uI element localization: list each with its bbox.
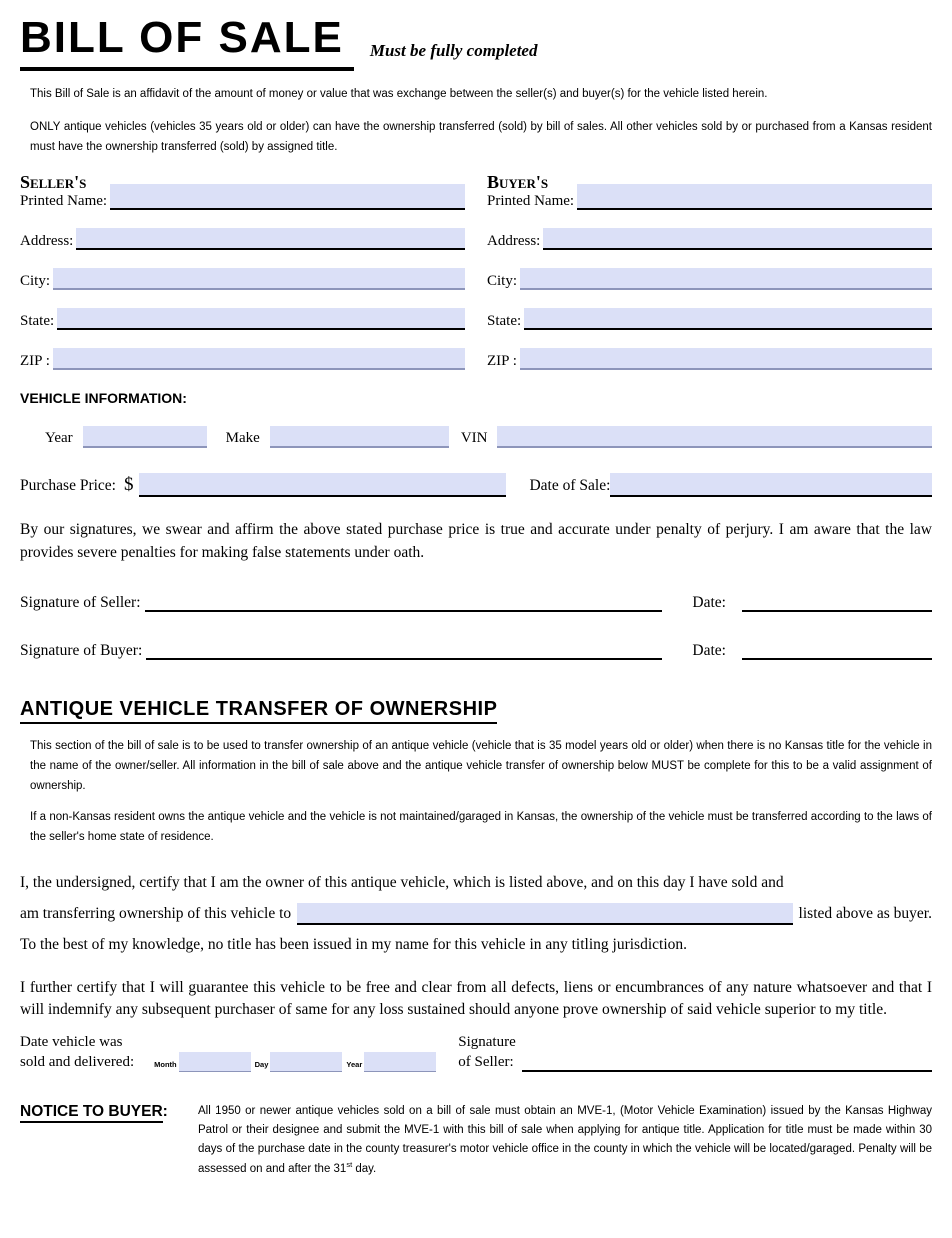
seller-address-label: Address: — [20, 233, 74, 250]
seller-name-label — [20, 173, 110, 210]
seller-printed-name-label: Printed Name: — [20, 193, 108, 210]
header — [20, 14, 932, 71]
seller-address-field[interactable] — [76, 228, 465, 250]
seller-zip-label: ZIP : — [20, 353, 50, 370]
affirmation-paragraph: By our signatures, we swear and affirm the above stated purchase price is true and accurate under penalty of perjury. I am aware that the law provides severe penalties for making false statements under oath. — [20, 521, 932, 561]
certify-line-2 — [20, 903, 932, 925]
buyer-sign-date-line — [742, 642, 932, 660]
day-field[interactable] — [270, 1052, 342, 1072]
seller-state-field[interactable] — [57, 308, 465, 330]
buyer-printed-name-field[interactable] — [577, 184, 932, 210]
buyer-printed-name-label: Printed Name: — [487, 193, 575, 210]
vin-label: VIN — [460, 430, 488, 447]
notice-colon: : — [162, 1103, 168, 1121]
buyer-address-field[interactable] — [543, 228, 932, 250]
notice-text: All 1950 or newer antique vehicles sold on a bill of sale must obtain an MVE-1, (Motor Vehicle Examination) issued by the Kansas Highway Patrol or their designee and submit the MVE-1 with this bill of sale when applying for antique title. Application for title must be made within 30 days of the purchase date in the county treasurer's motor vehicle office in the county in which the vehicle will be located/garaged. Penalty will be assessed on and after the 31st day. — [198, 1105, 932, 1176]
make-label: Make — [225, 430, 260, 447]
buyer-city-field[interactable] — [520, 268, 932, 290]
date-of-sale-field[interactable] — [610, 473, 932, 497]
seller-city-row — [20, 268, 465, 290]
seller-sign-date-label: Date: — [692, 594, 726, 612]
certify-line-3: To the best of my knowledge, no title has been issued in my name for this vehicle in any titling jurisdiction. — [20, 935, 688, 953]
buyer-city-label: City: — [487, 273, 518, 290]
make-field[interactable] — [270, 426, 449, 448]
certify-line-2-before: am transferring ownership of this vehicle to — [20, 904, 292, 922]
buyer-address-label: Address: — [487, 233, 541, 250]
parties-section — [20, 173, 932, 370]
buyer-column — [487, 173, 932, 370]
buyer-city-row — [487, 268, 932, 290]
seller-signature-line — [145, 594, 663, 612]
transfer-paragraph-1: This section of the bill of sale is to be used to transfer ownership of an antique vehicle (vehicle that is 35 model years old or older) when there is no Kansas title for the vehicle in the name of the owner/seller. All information in the bill of sale above and the antique vehicle transfer of ownership below MUST be complete for this to be a valid assignment of ownership. — [30, 740, 932, 792]
buyer-name-label — [487, 173, 577, 210]
transferee-name-field[interactable] — [297, 903, 792, 925]
seller-role-label: Seller's — [20, 172, 87, 193]
vin-field[interactable] — [497, 426, 932, 448]
month-field[interactable] — [179, 1052, 251, 1072]
transfer-paragraph-2: If a non-Kansas resident owns the antique vehicle and the vehicle is not maintained/garaged in Kansas, the ownership of the vehicle must be transferred according to the laws of the seller's home state of residence. — [30, 811, 932, 844]
notice-superscript: st — [346, 1160, 353, 1170]
seller-sign-date-line — [742, 594, 932, 612]
seller-zip-row — [20, 348, 465, 370]
day-label: Day — [254, 1060, 269, 1070]
buyer-zip-label: ZIP : — [487, 353, 517, 370]
date-sold-label: Date vehicle was sold and delivered: — [20, 1033, 135, 1071]
seller-signature-label: Signature of Seller: — [20, 594, 141, 612]
seller-state-row — [20, 308, 465, 330]
certify-line-1: I, the undersigned, certify that I am the owner of this antique vehicle, which is listed above, and on this day I have sold and — [20, 873, 784, 891]
intro-paragraph-1: This Bill of Sale is an affidavit of the amount of money or value that was exchange between the seller(s) and buyer(s) for the vehicle listed herein. — [30, 88, 768, 100]
certify-block — [20, 872, 932, 955]
buyer-zip-field[interactable] — [520, 348, 932, 370]
notice-section — [20, 1102, 932, 1179]
buyer-address-row — [487, 228, 932, 250]
transfer-section-heading: ANTIQUE VEHICLE TRANSFER OF OWNERSHIP — [20, 698, 932, 721]
seller-zip-field[interactable] — [53, 348, 465, 370]
buyer-zip-row — [487, 348, 932, 370]
buyer-state-row — [487, 308, 932, 330]
buyer-signature-label: Signature of Buyer: — [20, 642, 143, 660]
seller-state-label: State: — [20, 313, 55, 330]
seller-column — [20, 173, 465, 370]
date-sold-row — [20, 1032, 932, 1073]
month-label: Month — [154, 1060, 177, 1070]
year-sold-label: Year — [346, 1060, 363, 1070]
dollar-sign: $ — [123, 474, 134, 496]
page-subtitle: Must be fully completed — [369, 41, 538, 60]
buyer-role-label: Buyer's — [487, 172, 549, 193]
year-sold-field[interactable] — [364, 1052, 436, 1072]
certify-line-2-after: listed above as buyer. — [798, 904, 932, 922]
purchase-price-label: Purchase Price: — [20, 477, 116, 495]
intro-paragraph-2: ONLY antique vehicles (vehicles 35 years old or older) can have the ownership transferred (sold) by bill of sales. All other vehicles sold by or purchased from a Kansas resident must have the ownership transferred (sold) by assigned title. — [30, 120, 932, 153]
seller-name-row — [20, 173, 465, 210]
buyer-signature-line — [146, 642, 662, 660]
buyer-sign-date-label: Date: — [692, 642, 726, 660]
buyer-signature-row — [20, 642, 932, 660]
purchase-price-field[interactable] — [139, 473, 506, 497]
seller-city-label: City: — [20, 273, 51, 290]
seller-signature-row — [20, 594, 932, 612]
notice-heading: NOTICE TO BUYER: — [20, 1102, 198, 1179]
antique-seller-signature-line — [522, 1052, 932, 1072]
seller-address-row — [20, 228, 465, 250]
vehicle-information-heading: VEHICLE INFORMATION: — [20, 390, 187, 407]
buyer-state-field[interactable] — [524, 308, 932, 330]
seller-city-field[interactable] — [53, 268, 465, 290]
year-field[interactable] — [83, 426, 207, 448]
date-of-sale-label: Date of Sale: — [529, 477, 611, 495]
year-label: Year — [45, 430, 73, 447]
buyer-name-row — [487, 173, 932, 210]
guarantee-paragraph: I further certify that I will guarantee this vehicle to be free and clear from all defects, liens or encumbrances of any nature whatsoever and that I will indemnify any subsequent purchaser of same for any loss sustained should anyone prove ownership of said vehicle superior to my title. — [20, 979, 932, 1018]
seller-printed-name-field[interactable] — [110, 184, 465, 210]
antique-seller-signature-label: Signature of Seller: — [458, 1033, 516, 1071]
purchase-price-row — [20, 473, 932, 497]
buyer-state-label: State: — [487, 313, 522, 330]
vehicle-ymv-row — [45, 426, 932, 448]
page-title: BILL OF SALE — [20, 14, 354, 71]
month-day-year-group — [150, 1052, 436, 1072]
